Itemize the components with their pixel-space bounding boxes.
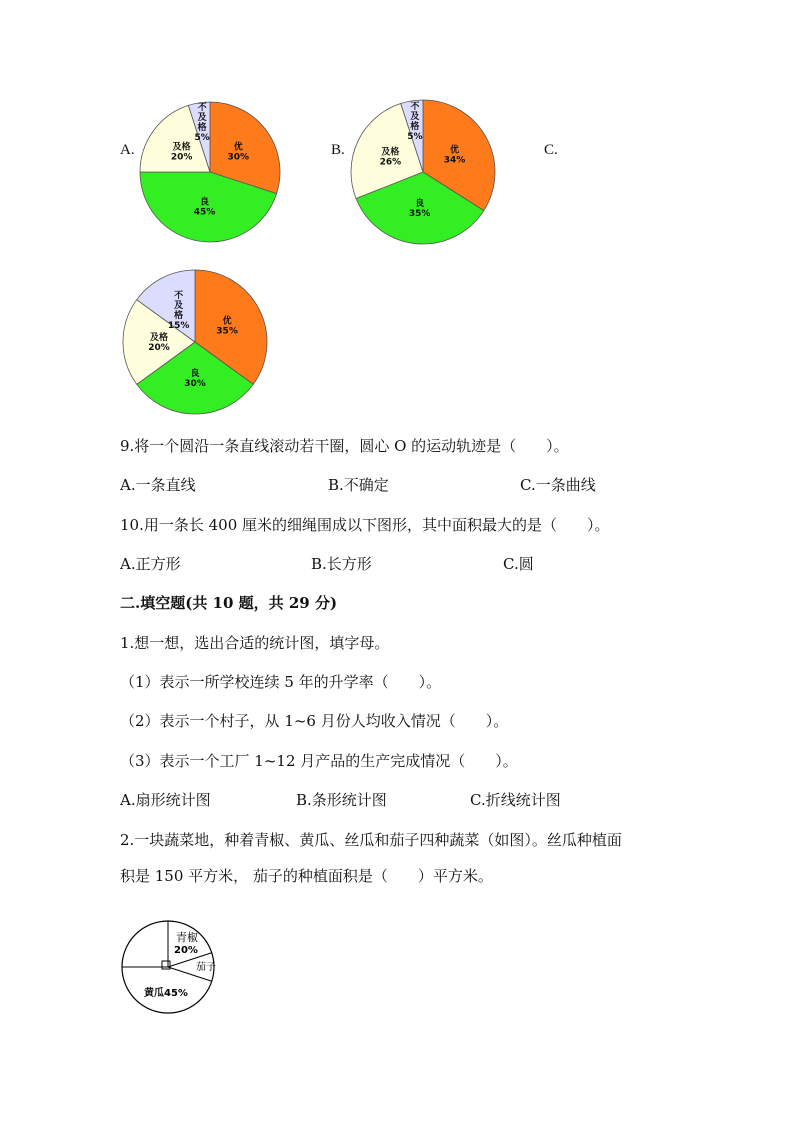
pie-label-jige: 及格 26% xyxy=(379,147,402,168)
pie-label-jige: 及格 20% xyxy=(170,142,193,163)
pie-chart-c xyxy=(118,265,278,425)
fill-question-2-line1: 2.一块蔬菜地，种着青椒、黄瓜、丝瓜和茄子四种蔬菜（如图）。丝瓜种植面 xyxy=(120,831,622,849)
huanggua-label: 黄瓜45% xyxy=(144,988,188,999)
vegetable-pie-chart xyxy=(118,918,224,1018)
q10-option-c: C.圆 xyxy=(503,555,534,573)
q10-option-a: A.正方形 xyxy=(120,555,181,573)
q9-option-c: C.一条曲线 xyxy=(520,476,596,494)
pie-label-liang: 良 30% xyxy=(184,369,206,389)
pie-chart-a xyxy=(130,92,290,252)
q10-option-b: B.长方形 xyxy=(311,555,372,573)
pie-label-you: 优 30% xyxy=(227,142,250,163)
pie-label-bujige: 不及格 5% xyxy=(407,101,423,142)
fill-q1-option-b: B.条形统计图 xyxy=(296,791,387,809)
pie-label-you: 优 34% xyxy=(443,145,466,166)
q9-option-b: B.不确定 xyxy=(328,476,389,494)
pie-label-jige: 及格 20% xyxy=(148,333,170,353)
pie-label-bujige: 不及格 5% xyxy=(194,103,210,144)
fill-q1-option-a: A.扇形统计图 xyxy=(120,791,211,809)
question-10: 10.用一条长 400 厘米的细绳围成以下图形，其中面积最大的是（ ）。 xyxy=(120,516,610,534)
fill-q1-option-c: C.折线统计图 xyxy=(470,791,561,809)
fill-q1-item-2: （2）表示一个村子，从 1~6 月份人均收入情况（ ）。 xyxy=(120,712,509,730)
fill-q1-item-3: （3）表示一个工厂 1~12 月产品的生产完成情况（ ）。 xyxy=(120,752,518,770)
pie-chart-b xyxy=(343,92,503,252)
pie-label-bujige: 不及格 15% xyxy=(167,290,190,331)
pie-label-liang: 良 35% xyxy=(408,198,431,219)
option-c-label: C. xyxy=(544,142,558,158)
qiezi-label: 茄子 xyxy=(196,962,216,973)
question-9: 9.将一个圆沿一条直线滚动若干圈，圆心 O 的运动轨迹是（ ）。 xyxy=(120,437,569,455)
fill-question-1: 1.想一想，选出合适的统计图，填字母。 xyxy=(120,634,390,652)
fill-question-2-line2: 积是 150 平方米， 茄子的种植面积是（ ）平方米。 xyxy=(120,867,493,885)
qingjiao-label: 青椒 xyxy=(176,931,198,944)
option-b-label: B. xyxy=(331,142,345,158)
qingjiao-pct-label: 20% xyxy=(174,945,198,956)
pie-label-liang: 良 45% xyxy=(193,197,216,218)
q9-option-a: A.一条直线 xyxy=(120,476,196,494)
option-a-label: A. xyxy=(120,142,135,158)
pie-label-you: 优 35% xyxy=(216,316,238,337)
section-title: 二.填空题(共 10 题，共 29 分) xyxy=(120,594,338,612)
fill-q1-item-1: （1）表示一所学校连续 5 年的升学率（ ）。 xyxy=(120,673,442,691)
